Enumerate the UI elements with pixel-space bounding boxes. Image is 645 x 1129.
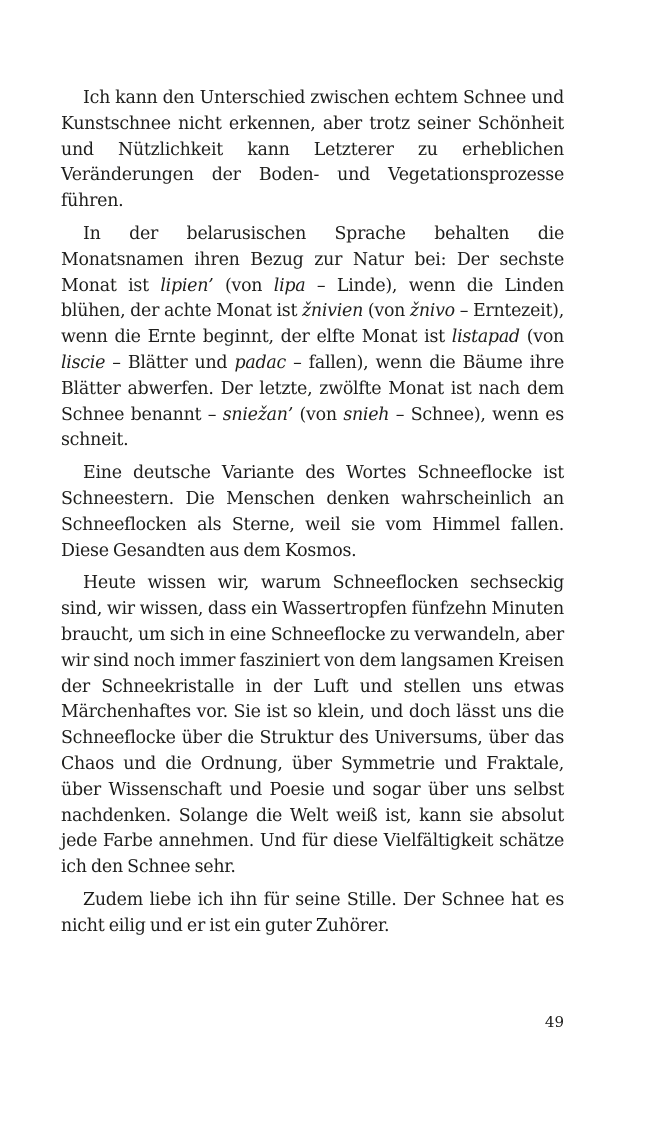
text-run: – Blätter und (105, 352, 235, 373)
paragraph (61, 461, 564, 564)
italic-term: žnivo (409, 301, 455, 322)
text-run: In der belarusischen Sprache behalten die Monatsnamen ihren Bezug zur Natur bei: Der sechste Monat ist (61, 223, 564, 296)
italic-term: sniežan’ (222, 404, 293, 425)
text-run: (von (519, 327, 564, 348)
text-run: Heute wissen wir, warum Schneeflocken sechseckig sind, wir wissen, dass ein Wassertropfen fünfzehn Minuten braucht, um sich in eine Schneeflocke zu verwandeln, aber wir sind noch immer fasziniert von dem langsamen Kreisen der Schneekristalle in der Luft und stellen uns etwas Märchenhaftes vor. Sie ist so klein, und doch lässt uns die Schneeflocke über die Struktur des Universums, über das Chaos und die Ordnung, über Symmetrie und Fraktale, über Wissenschaft und Poesie und sogar über uns selbst nachdenken. Solange die Welt weiß ist, kann sie absolut jede Farbe annehmen. Und für diese Vielfältigkeit schätze ich den Schnee sehr. (61, 573, 564, 878)
body-text (61, 86, 564, 947)
italic-term: liscie (61, 352, 106, 373)
italic-term: lipien’ (160, 275, 214, 296)
paragraph (61, 86, 564, 215)
italic-term: padac (234, 352, 286, 373)
text-run: (von (363, 301, 410, 322)
italic-term: listapad (451, 327, 520, 348)
text-run: – Schnee), wenn es schneit. (61, 404, 564, 451)
text-run: – Linde), wenn die Linden blühen, der achte Monat ist (61, 275, 564, 322)
text-run: (von (213, 275, 274, 296)
italic-term: lipa (273, 275, 306, 296)
text-run: (von (293, 404, 344, 425)
paragraph (61, 888, 564, 940)
text-run: Zudem liebe ich ihn für seine Stille. Der Schnee hat es nicht eilig und er ist ein guter Zuhörer. (61, 889, 564, 936)
page-number: 49 (544, 1013, 564, 1031)
paragraph (61, 222, 564, 454)
text-run: Ich kann den Unterschied zwischen echtem Schnee und Kunstschnee nicht erkennen, aber trotz seiner Schönheit und Nützlichkeit kann Letzterer zu erheblichen Veränderungen der Boden- und Vegetationsprozesse führen. (61, 88, 564, 212)
italic-term: žnivien (301, 301, 364, 322)
text-run: – Erntezeit), wenn die Ernte beginnt, der elfte Monat ist (61, 301, 564, 348)
paragraph (61, 571, 564, 881)
text-run: – fallen), wenn die Bäume ihre Blätter abwerfen. Der letzte, zwölfte Monat ist nach dem Schnee benannt – (61, 352, 564, 425)
italic-term: snieh (343, 404, 390, 425)
text-run: Eine deutsche Variante des Wortes Schneeflocke ist Schneestern. Die Menschen denken wahrscheinlich an Schneeflocken als Sterne, weil sie vom Himmel fallen. Diese Gesandten aus dem Kosmos. (61, 463, 564, 561)
